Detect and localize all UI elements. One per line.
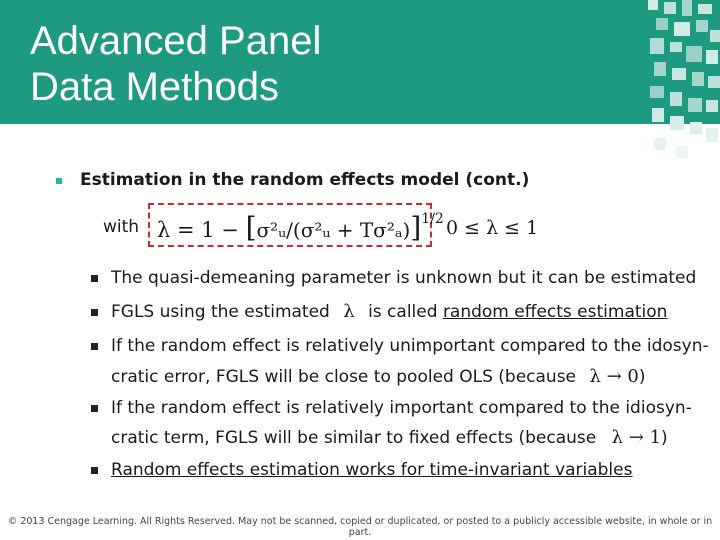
lambda-to-one: λ → 1 — [611, 427, 662, 448]
bullet-4-post: ) — [661, 428, 668, 448]
formula-lhs: λ = 1 − — [157, 218, 246, 242]
bullet-4-line-2 — [111, 428, 668, 448]
lambda-formula: λ = 1 − [σ²ᵤ/(σ²ᵤ + Tσ²ₐ)]$^{1/2}$ — [157, 211, 444, 244]
bullet-4-line-1: If the random effect is relatively important compared to the idiosyn- — [111, 398, 692, 418]
bullet-marker — [91, 405, 98, 412]
bullet-3-pre: cratic error, FGLS will be close to pooled OLS (because — [111, 367, 577, 387]
decorative-squares — [620, 0, 720, 165]
title-banner — [0, 0, 720, 124]
lambda-symbol: λ — [343, 301, 355, 322]
bullet-marker — [91, 275, 98, 282]
copyright-footer: © 2013 Cengage Learning. All Rights Reserved. May not be scanned, copied or duplicated, or posted to a publicly accessible website, in whole or in part. — [7, 516, 713, 538]
bullet-marker — [56, 178, 62, 184]
lambda-to-zero: λ → 0 — [589, 366, 639, 387]
time-invariant-link[interactable]: Random effects estimation works for time-invariant variables — [111, 460, 633, 480]
formula-bracket-content: σ²ᵤ/(σ²ᵤ + Tσ²ₐ) — [256, 218, 411, 242]
bullet-marker — [91, 309, 98, 316]
bullet-1-text: The quasi-demeaning parameter is unknown but it can be estimated — [111, 268, 697, 288]
bullet-3-line-2 — [111, 367, 645, 387]
title-line-1: Advanced Panel — [30, 19, 322, 63]
bullet-2-mid: is called — [368, 302, 438, 322]
bullet-marker — [91, 467, 98, 474]
title-line-2: Data Methods — [30, 65, 280, 109]
slide-title — [30, 18, 450, 110]
random-effects-estimation-link[interactable]: random effects estimation — [442, 302, 668, 322]
with-label: with — [103, 217, 140, 237]
bullet-3-line-1: If the random effect is relatively unimportant compared to the idosyn- — [111, 336, 709, 356]
bullet-marker — [91, 343, 98, 350]
bullet-2 — [111, 302, 667, 322]
bullet-4-pre: cratic term, FGLS will be similar to fixed effects (because — [111, 428, 597, 448]
section-heading: Estimation in the random effects model (cont.) — [80, 170, 530, 190]
formula-exponent: 1/2 — [421, 211, 444, 227]
bullet-3-post: ) — [638, 367, 646, 387]
lambda-range: 0 ≤ λ ≤ 1 — [446, 217, 539, 239]
bullet-2-pre: FGLS using the estimated — [111, 302, 330, 322]
